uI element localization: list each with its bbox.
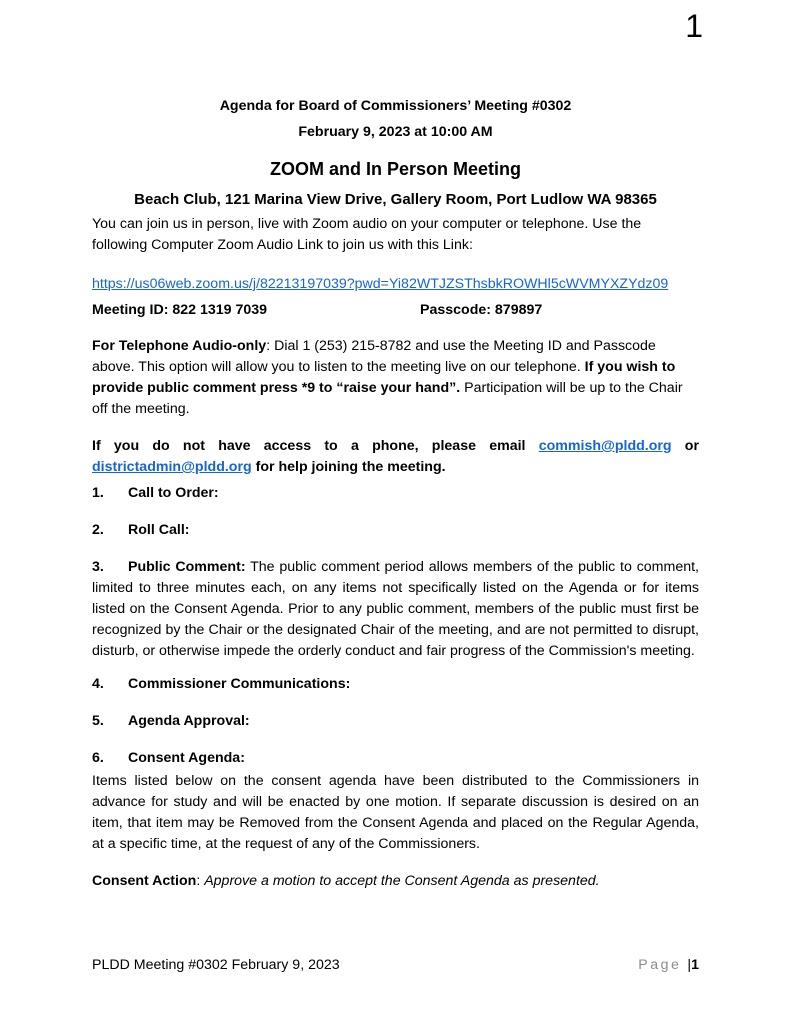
meeting-type-heading: ZOOM and In Person Meeting xyxy=(269,159,521,179)
meeting-datetime: February 9, 2023 at 10:00 AM xyxy=(298,124,493,140)
consent-action-label: Consent Action xyxy=(92,873,197,889)
zoom-meeting-link[interactable]: https://us06web.zoom.us/j/82213197039?pwd=Yi82WTJZSThsbkROWHl5cWVMYXZYdz09 xyxy=(92,276,669,292)
top-page-number: 1 xyxy=(685,8,703,44)
commish-email-link[interactable]: commish@pldd.org xyxy=(538,438,672,454)
agenda-item-public-comment: 3. Public Comment: The public comment period allows members of the public to comment, limited to three minutes each, on any items not specifically listed on the Agenda or for items listed on the Consent Agenda. Prior to any public comment, members of the public must first be recognized by the Chair or the designated Chair of the meeting, and are not permitted to disrupt, disturb, or otherwise impede the orderly conduct and fair progress of the Commission's meeting. xyxy=(92,559,699,659)
meeting-id: Meeting ID: 822 1319 7039 xyxy=(92,302,268,318)
footer-page-indicator: Page |1 xyxy=(638,957,699,973)
agenda-title: Agenda for Board of Commissioners’ Meeting #0302 xyxy=(219,98,572,114)
email-help-paragraph: If you do not have access to a phone, please email commish@pldd.org or districtadmin@pldd.org for help joining the meeting. xyxy=(92,438,699,475)
raise-hand-note: If you wish to provide public comment press *9 to “raise your hand”. xyxy=(92,359,676,396)
districtadmin-email-link[interactable]: districtadmin@pldd.org xyxy=(92,459,252,475)
consent-action-text: Approve a motion to accept the Consent Agenda as presented. xyxy=(204,873,600,889)
join-instructions: You can join us in person, live with Zoom audio on your computer or telephone. Use the following Computer Zoom Audio Link to join us with this Link: xyxy=(92,216,642,253)
telephone-lead: For Telephone Audio-only xyxy=(92,338,267,354)
agenda-item-consent-agenda: 6. Consent Agenda: xyxy=(92,750,245,766)
zoom-link-paragraph xyxy=(92,274,699,295)
telephone-instructions: For Telephone Audio-only: Dial 1 (253) 215-8782 and use the Meeting ID and Passcode above. This option will allow you to listen to the meeting live on our telephone. If you wish to provide public comment press *9 to “raise your hand”. Participation will be up to the Chair off the meeting. xyxy=(92,338,683,417)
consent-action: Consent Action: Approve a motion to accept the Consent Agenda as presented. xyxy=(92,873,600,889)
consent-agenda-body: Items listed below on the consent agenda have been distributed to the Commissioners in advance for study and will be enacted by one motion. If separate discussion is desired on an item, that item may be Removed from the Consent Agenda and placed on the Regular Agenda, at a specific time, at the request of any of the Commissioners. xyxy=(92,773,699,852)
meeting-location: Beach Club, 121 Marina View Drive, Gallery Room, Port Ludlow WA 98365 xyxy=(134,191,657,208)
footer-left: PLDD Meeting #0302 February 9, 2023 xyxy=(92,957,340,973)
public-comment-body: The public comment period allows members of the public to comment, limited to three minutes each, on any items not specifically listed on the Agenda or for items listed on the Consent Agenda. Prior to any public comment, members of the public must first be recognized by the Chair or the designated Chair of the meeting, and are not permitted to disrupt, disturb, or otherwise impede the orderly conduct and fair progress of the Commission's meeting. xyxy=(92,559,699,659)
page-footer xyxy=(92,955,699,976)
agenda-item-roll-call: 2. Roll Call: xyxy=(92,522,190,538)
passcode: Passcode: 879897 xyxy=(420,302,543,318)
agenda-item-agenda-approval: 5. Agenda Approval: xyxy=(92,713,250,729)
agenda-item-commissioner-communications: 4. Commissioner Communications: xyxy=(92,676,351,692)
meeting-credentials-row xyxy=(92,300,699,321)
agenda-item-call-to-order: 1. Call to Order: xyxy=(92,485,219,501)
